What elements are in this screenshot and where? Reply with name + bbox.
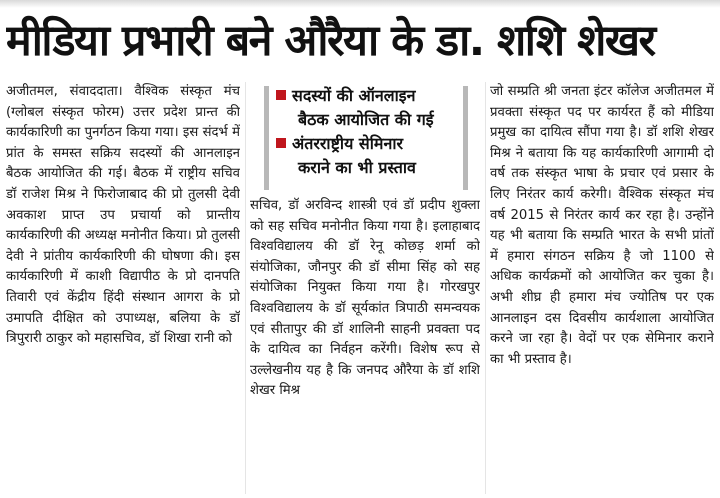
highlight-item-2-line-1: अंतरराष्ट्रीय सेमिनार xyxy=(292,134,404,153)
highlight-item-1-line-2: बैठक आयोजित की गई xyxy=(298,110,434,129)
red-square-bullet-icon xyxy=(276,138,286,148)
article-column-1 xyxy=(6,82,240,494)
red-square-bullet-icon xyxy=(276,90,286,100)
highlight-box xyxy=(264,82,468,190)
highlight-item-1-line-1: सदस्यों की ऑनलाइन xyxy=(292,86,416,105)
highlight-item xyxy=(276,132,462,180)
column-divider xyxy=(245,82,246,494)
highlight-item xyxy=(276,84,462,132)
column-3-text: जो सम्प्रति श्री जनता इंटर कॉलेज अजीतमल में प्रवक्ता संस्कृत पद पर कार्यरत हैं को मीडिया प्रमुख का दायित्व सौंपा गया है। डॉ शशि शेखर मिश्र ने बताया कि यह कार्यकारिणी आगामी दो वर्ष तक संस्कृत भाषा के प्रचार एवं प्रसार के लिए निरंतर कार्य करेगी। वैश्विक संस्कृत मंच वर्ष 2015 से निरंतर कार्य कर रहा है। उन्होंने यह भी बताया कि सम्प्रति भारत के सभी प्रांतों में हमारा संगठन सक्रिय है जो 1100 से अधिक कार्यक्रमों को आयोजित कर चुका है। अभी शीघ्र ही हमारा मंच ज्योतिष पर एक आनलाइन दस दिवसीय कार्यशाला आयोजित करने जा रहा है। वेदों पर एक सेमिनार कराने का भी प्रस्ताव है। xyxy=(490,84,714,367)
box-left-bar xyxy=(264,86,269,190)
column-divider xyxy=(485,82,486,494)
column-2-text: सचिव, डॉ अरविन्द शास्त्री एवं डॉ प्रदीप शुक्ला को सह सचिव मनोनीत किया गया है। इलाहाबाद विश्वविद्यालय की डॉ रेनू कोछड़ शर्मा को संयोजिका, जौनपुर की डॉ सीमा सिंह को सह संयोजिका नियुक्त किया गया है। गोरखपुर विश्वविद्यालय के डॉ सूर्यकांत त्रिपाठी समन्वयक एवं सीतापुर की डॉ शालिनी साहनी प्रवक्ता पद के दायित्व का निर्वहन करेंगी। विशेष रूप से उल्लेखनीय यह है कि जनपद औरैया के डॉ शशि शेखर मिश्र xyxy=(250,198,480,399)
column-1-text: अजीतमल, संवाददाता। वैश्विक संस्कृत मंच (ग्लोबल संस्कृत फोरम) उत्तर प्रदेश प्रान्त की कार्यकारिणी का पुनर्गठन किया गया। इस संदर्भ में प्रांत के समस्त सक्रिय सदस्यों की आनलाइन बैठक आयोजित की गई। बैठक में राष्ट्रीय सचिव डॉ राजेश मिश्र ने फिरोजाबाद की प्रो तुलसी देवी अवकाश प्राप्त उप प्रचार्या को प्रान्तीय कार्यकारिणी की अध्यक्ष मनोनीत किया। प्रो तुलसी देवी ने प्रांतीय कार्यकारिणी की घोषणा की। इस कार्यकारिणी में काशी विद्यापीठ के प्रो दानपति तिवारी एवं केंद्रीय हिंदी संस्थान आगरा के प्रो उमापति दीक्षित को उपाध्यक्ष, बलिया के डॉ त्रिपुरारी ठाकुर को महासचिव, डॉ शिखा रानी को xyxy=(6,84,240,347)
article-column-2 xyxy=(250,196,480,494)
headline: मीडिया प्रभारी बने औरैया के डा. शशि शेखर xyxy=(6,16,655,66)
highlight-item-2-line-2: कराने का भी प्रस्ताव xyxy=(298,158,416,177)
article-column-3 xyxy=(490,82,714,494)
box-right-bar xyxy=(463,86,468,190)
